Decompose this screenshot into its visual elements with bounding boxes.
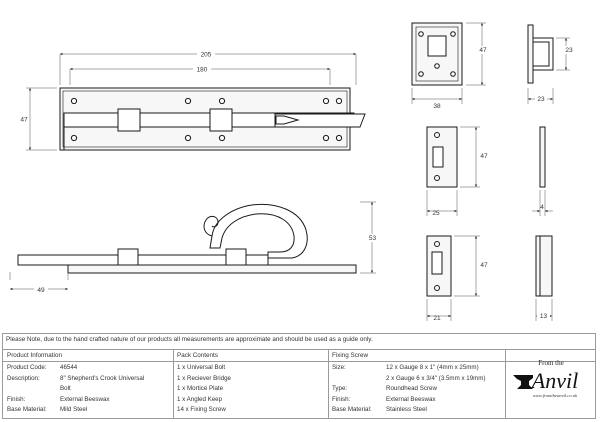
table-divider-col3 (505, 350, 506, 419)
screw-base-value: Stainless Steel (386, 406, 427, 413)
angled-keep-front (427, 236, 451, 296)
pack-item: 1 x Angled Keep (177, 396, 223, 403)
anvil-icon (513, 375, 533, 389)
dim-keep-height: 47 (479, 47, 487, 54)
dim-keep-width: 38 (433, 103, 441, 110)
logo-from-the: From the (538, 359, 564, 367)
screw-size-value-line2: 2 x Gauge 6 x 3/4" (3.5mm x 19mm) (386, 375, 486, 382)
bolt-front-view (60, 88, 365, 150)
dim-height: 53 (368, 235, 377, 242)
dim-keep-inner: 23 (565, 47, 573, 54)
table-divider-col2 (328, 350, 329, 419)
mortice-plate-front (427, 127, 457, 187)
base-material-label: Base Material: (7, 406, 47, 413)
pack-contents-heading: Pack Contents (177, 352, 218, 359)
mortice-plate-side (540, 127, 545, 187)
screw-base-label: Base Material: (332, 406, 372, 413)
description-value-line2: Bolt (60, 385, 71, 392)
keep-front-view (412, 23, 462, 85)
dim-angle-height: 47 (480, 262, 488, 269)
dim-overall-length: 205 (200, 51, 212, 59)
logo-brand: Anvil (531, 368, 579, 393)
fixing-screw-heading: Fixing Screw (332, 352, 369, 359)
dim-projection: 49 (37, 287, 45, 294)
screw-size-label: Size: (332, 364, 346, 371)
pack-item: 1 x Universal Bolt (177, 364, 226, 371)
pack-item: 1 x Reciever Bridge (177, 375, 231, 382)
screw-size-value-line1: 12 x Gauge 8 x 1" (4mm x 25mm) (386, 364, 479, 371)
product-code-value: 46544 (60, 364, 78, 371)
product-info-heading: Product Information (7, 352, 62, 359)
dim-plate-length: 180 (196, 66, 208, 74)
table-divider-header (2, 361, 596, 362)
table-divider-top (2, 349, 596, 350)
pack-item: 14 x Fixing Screw (177, 406, 226, 413)
dim-plate-height: 47 (20, 116, 28, 124)
finish-value: External Beeswax (60, 396, 110, 403)
product-code-label: Product Code: (7, 364, 47, 371)
dim-keep-depth: 23 (537, 96, 545, 103)
pack-item: 1 x Mortice Plate (177, 385, 224, 392)
angled-keep-side (536, 236, 552, 296)
description-value-line1: 8" Shepherd's Crook Universal (60, 375, 145, 382)
dim-mortice-height: 47 (480, 153, 488, 160)
dim-mortice-depth: 4 (540, 204, 544, 211)
dim-mortice-width: 25 (432, 210, 440, 217)
logo-url: www.fromtheanvil.co.uk (532, 393, 578, 398)
base-material-value: Mild Steel (60, 406, 88, 413)
screw-type-label: Type: (332, 385, 348, 392)
screw-finish-label: Finish: (332, 396, 351, 403)
anvil-logo (509, 355, 593, 415)
screw-type-value: Roundhead Screw (386, 385, 437, 392)
bolt-side-view (18, 204, 356, 273)
screw-finish-value: External Beeswax (386, 396, 436, 403)
keep-side-view (528, 25, 553, 83)
dim-angle-width: 21 (433, 315, 441, 322)
description-label: Description: (7, 375, 40, 382)
dim-angle-depth: 13 (539, 313, 548, 320)
measurement-note: Please Note, due to the hand crafted nature of our products all measurements are approximate and should be used as a guide only. (6, 336, 373, 343)
finish-label: Finish: (7, 396, 26, 403)
table-divider-col1 (173, 350, 174, 419)
